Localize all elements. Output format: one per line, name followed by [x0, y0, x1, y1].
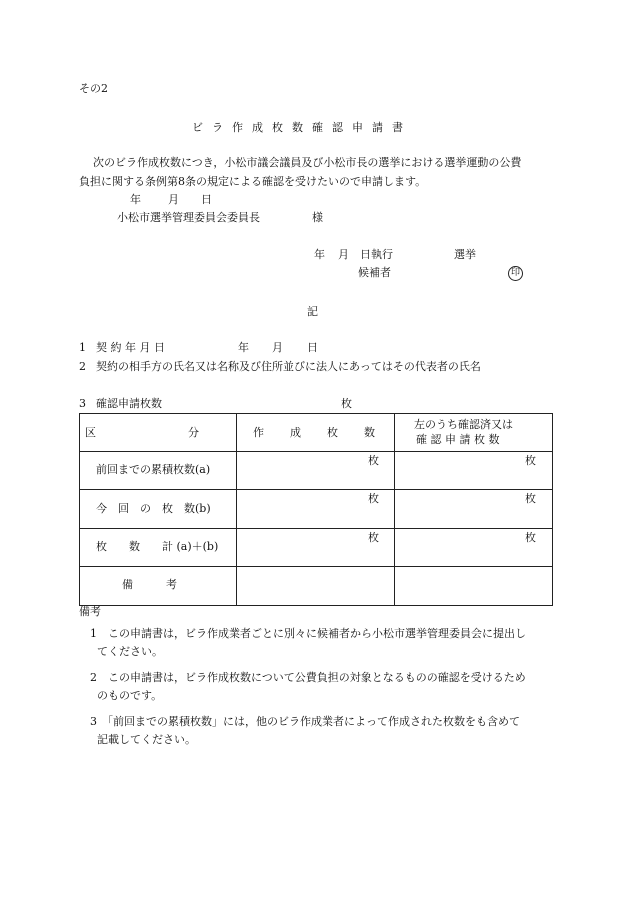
seal-mark	[508, 265, 523, 281]
header-category-a: 区	[85, 426, 96, 439]
row4-label: 備 考	[122, 578, 177, 591]
date-day-label: 日	[201, 193, 212, 206]
note3-line1: 「前回までの累積枚数」には，他のビラ作成業者によって作成された枚数をも含めて	[102, 715, 520, 728]
note3-line2: 記載してください。	[97, 733, 196, 746]
header-created-d: 数	[364, 426, 375, 439]
item1-month: 月	[272, 341, 283, 354]
header-confirmed-line1: 左のうち確認済又は	[414, 418, 513, 431]
header-created-a: 作	[253, 426, 264, 439]
addressee-name: 小松市選挙管理委員会委員長	[117, 211, 260, 224]
item3-label: 確認申請枚数	[96, 397, 162, 410]
item1-number: 1	[79, 341, 86, 354]
row2-unit-created: 枚	[368, 492, 379, 505]
item2-number: 2	[79, 360, 86, 373]
note2-line2: のものです。	[97, 689, 163, 702]
table-divider	[80, 451, 552, 452]
header-category-b: 分	[188, 426, 199, 439]
row3-unit-confirmed: 枚	[525, 531, 536, 544]
table-divider	[236, 414, 237, 605]
header-created-c: 枚	[327, 426, 338, 439]
note2-line1: この申請書は，ビラ作成枚数について公費負担の対象となるものの確認を受けるため	[108, 671, 526, 684]
date-month-label: 月	[168, 193, 179, 206]
election-year-label: 年	[314, 248, 325, 261]
row3-unit-created: 枚	[368, 531, 379, 544]
row1-unit-created: 枚	[368, 454, 379, 467]
row3-label: 枚 数 計 (a)＋(b)	[96, 540, 219, 553]
header-created-b: 成	[290, 426, 301, 439]
intro-line-1: 次のビラ作成枚数につき，小松市議会議員及び小松市長の選挙における選挙運動の公費	[93, 156, 522, 169]
row1-label: 前回までの累積枚数(a)	[96, 463, 211, 476]
count-table	[79, 413, 553, 606]
row2-label: 今 回 の 枚 数(b)	[96, 502, 211, 515]
note1-number: 1	[90, 627, 97, 640]
form-number: その2	[79, 82, 108, 95]
candidate-label: 候補者	[358, 266, 391, 279]
addressee-honorific: 様	[312, 211, 323, 224]
header-confirmed-line2: 確 認 申 請 枚 数	[416, 433, 500, 446]
item3-number: 3	[79, 397, 86, 410]
table-divider	[394, 414, 395, 605]
table-divider	[80, 489, 552, 490]
election-date-label: 月 日執行	[338, 248, 393, 261]
election-name-label: 選挙	[454, 248, 476, 261]
item1-day: 日	[307, 341, 318, 354]
table-divider	[80, 566, 552, 567]
note3-number: 3	[90, 715, 97, 728]
item1-label: 契 約 年 月 日	[96, 341, 165, 354]
item1-year: 年	[238, 341, 249, 354]
table-divider	[80, 528, 552, 529]
row2-unit-confirmed: 枚	[525, 492, 536, 505]
note1-line2: てください。	[97, 645, 163, 658]
notes-heading: 備考	[79, 605, 101, 618]
page-title: ビラ作成枚数確認申請書	[192, 121, 412, 134]
item3-unit: 枚	[341, 397, 352, 410]
item2-label: 契約の相手方の氏名又は名称及び住所並びに法人にあってはその代表者の氏名	[96, 360, 481, 373]
date-year-label: 年	[130, 193, 141, 206]
ki-heading: 記	[307, 305, 318, 318]
intro-line-2: 負担に関する条例第8条の規定による確認を受けたいので申請します。	[79, 175, 427, 188]
seal-icon: 印	[508, 266, 523, 281]
note1-line1: この申請書は，ビラ作成業者ごとに別々に候補者から小松市選挙管理委員会に提出し	[108, 627, 526, 640]
row1-unit-confirmed: 枚	[525, 454, 536, 467]
note2-number: 2	[90, 671, 97, 684]
